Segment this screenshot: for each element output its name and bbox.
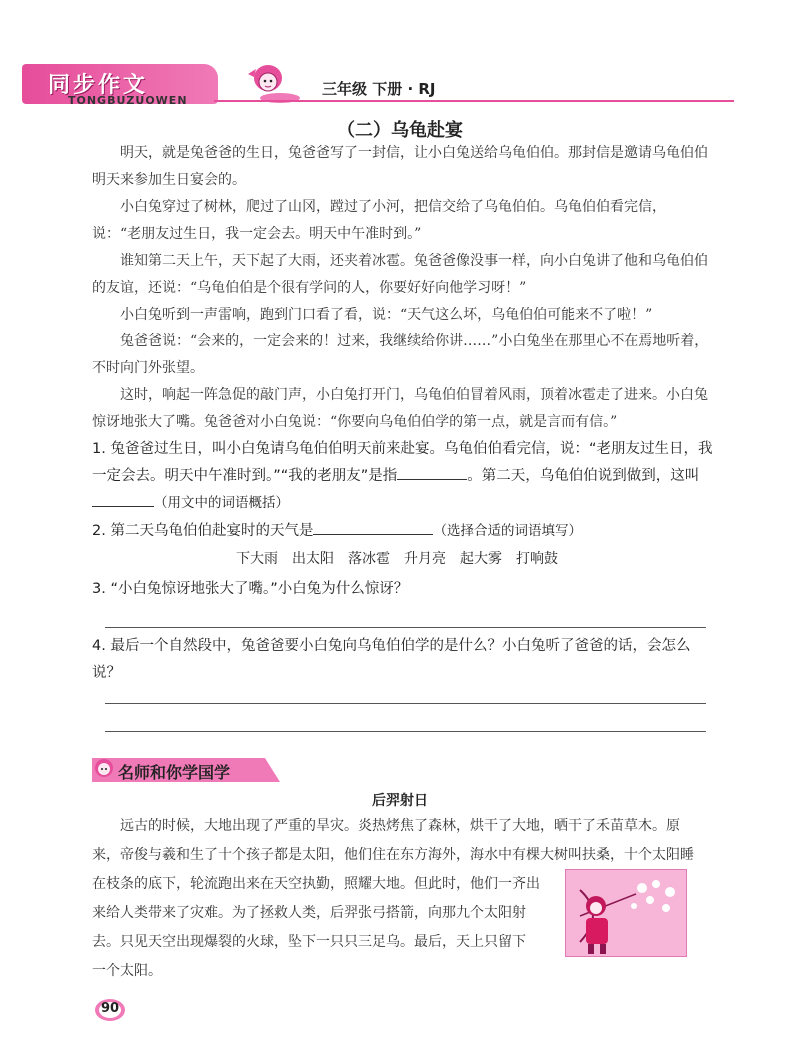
question-4: 4. 最后一个自然段中，兔爸爸要小白兔向乌龟伯伯学的是什么？小白兔听了爸爸的话，会怎么说？ — [92, 638, 691, 681]
brand-pinyin: TONGBUZUOWEN — [68, 94, 188, 107]
question-1: 1. 兔爸爸过生日，叫小白兔请乌龟伯伯明天前来赴宴。乌龟伯伯看完信，说：“老朋友过生日，我一定会去。明天中午准时到。”“我的老朋友”是指 。第二天，乌龟伯伯说到做到，这叫（用文中的词语概括） — [92, 441, 713, 511]
passage-line: 远古的时候，大地出现了严重的旱灾。炎热烤焦了森林，烘干了大地，晒干了禾苗草木。原 — [92, 818, 680, 834]
page-header — [0, 0, 800, 118]
word-options: 下大雨 出太阳 落冰雹 升月亮 起大雾 打响鼓 — [236, 551, 558, 567]
passage-line: 一个太阳。 — [92, 963, 162, 979]
passage-title: 后羿射日 — [372, 793, 428, 809]
grade-label: 三年级 下册 · RJ — [322, 80, 436, 98]
answer-blank-weather[interactable] — [313, 518, 433, 535]
story-paragraph: 兔爸爸说：“会来的，一定会来的！过来，我继续给你讲……”小白兔坐在那里心不在焉地听着，不时向门外张望。 — [92, 333, 709, 376]
answer-blank-friend[interactable] — [397, 463, 467, 480]
answer-blank-idiom[interactable] — [92, 490, 154, 507]
passage-line: 来给人类带来了灾难。为了拯救人类，后羿张弓搭箭，向那九个太阳射 — [92, 905, 526, 921]
passage-line: 去。只见天空出现爆裂的火球，坠下一只只三足乌。最后，天上只留下 — [92, 934, 526, 950]
story-paragraph: 这时，响起一阵急促的敲门声，小白兔打开门，乌龟伯伯冒着风雨，顶着冰雹走了进来。小白兔惊讶地张大了嘴。兔爸爸对小白兔说：“你要向乌龟伯伯学的第一点，就是言而有信。” — [92, 387, 708, 430]
page-number: 90 — [100, 1001, 120, 1016]
passage-line: 来，帝俊与羲和生了十个孩子都是太阳，他们住在东方海外，海水中有棵大树叫扶桑，十个太阳睡 — [92, 847, 694, 863]
header-divider — [214, 100, 734, 102]
answer-line[interactable] — [105, 627, 706, 628]
story-paragraph: 谁知第二天上午，天下起了大雨，还夹着冰雹。兔爸爸像没事一样，向小白兔讲了他和乌龟伯伯的友谊，还说：“乌龟伯伯是个很有学问的人，你要好好向他学习呀！” — [92, 253, 708, 296]
story-paragraph: 小白兔穿过了树林，爬过了山冈，蹚过了小河，把信交给了乌龟伯伯。乌龟伯伯看完信，说：“老朋友过生日，我一定会去。明天中午准时到。” — [92, 199, 666, 242]
brand-title: 同步作文 — [48, 73, 149, 98]
story-paragraph: 明天，就是兔爸爸的生日，兔爸爸写了一封信，让小白兔送给乌龟伯伯。那封信是邀请乌龟伯伯明天来参加生日宴会的。 — [92, 145, 708, 188]
story-title: （二）乌龟赴宴 — [337, 120, 463, 141]
section-banner — [92, 754, 282, 784]
brand-logo — [22, 64, 218, 112]
question-2: 2. 第二天乌龟伯伯赴宴时的天气是 （选择合适的词语填写） — [92, 518, 714, 545]
section-label: 名师和你学国学 — [118, 763, 231, 782]
page-number-badge — [94, 996, 126, 1022]
story-paragraph: 小白兔听到一声雷响，跑到门口看了看，说：“天气这么坏，乌龟伯伯可能来不了啦！” — [120, 307, 653, 323]
teacher-icon — [92, 754, 120, 784]
answer-line[interactable] — [105, 703, 706, 704]
houyi-archer-illustration — [565, 869, 687, 957]
question-3: 3. “小白兔惊讶地张大了嘴。”小白兔为什么惊讶？ — [92, 581, 409, 597]
answer-line[interactable] — [105, 731, 706, 732]
passage-line: 在枝条的底下，轮流跑出来在天空执勤，照耀大地。但此时，他们一齐出 — [92, 876, 540, 892]
